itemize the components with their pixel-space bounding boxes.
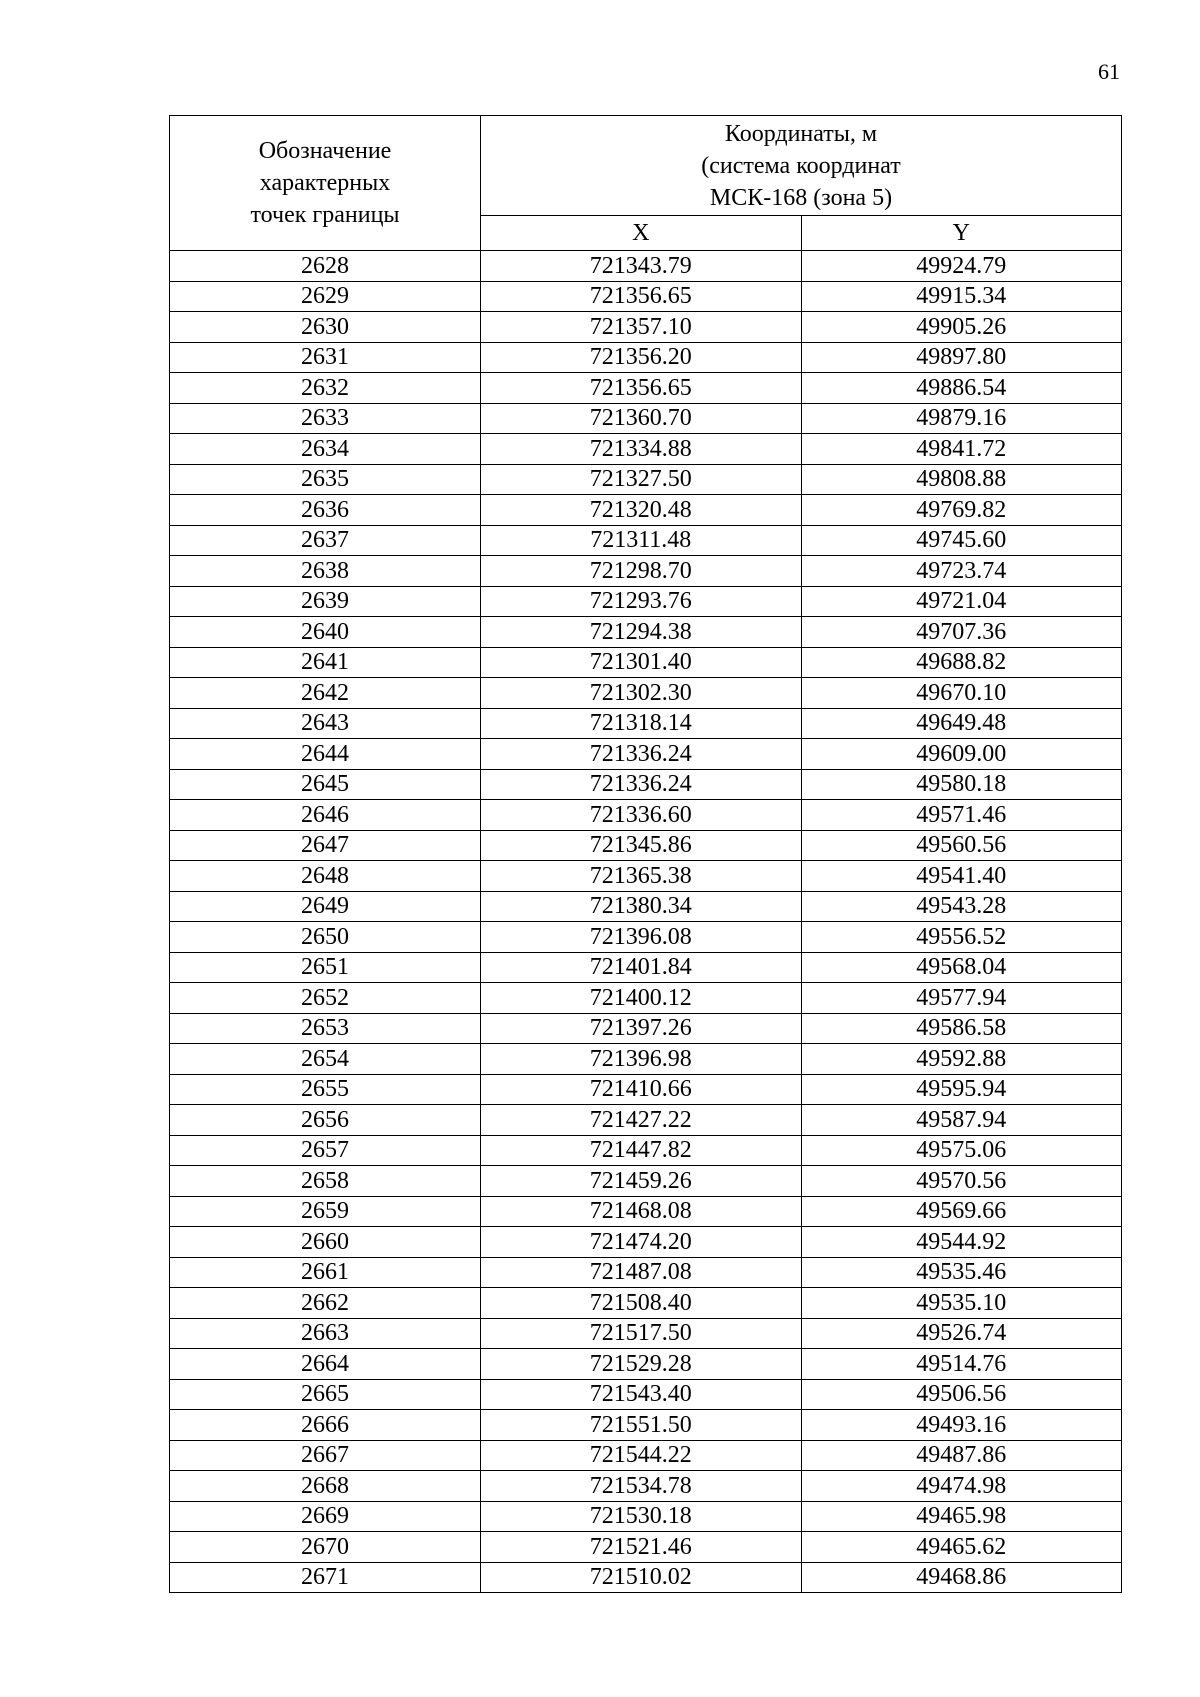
y-coordinate-cell: 49723.74 [801,556,1122,587]
x-coordinate-cell: 721510.02 [481,1562,802,1593]
y-coordinate-cell: 49560.56 [801,830,1122,861]
table-row [170,1562,1122,1593]
point-id-cell: 2666 [170,1410,481,1441]
y-coordinate-cell: 49541.40 [801,861,1122,892]
y-coordinate-cell: 49587.94 [801,1105,1122,1136]
y-coordinate-cell: 49897.80 [801,342,1122,373]
x-coordinate-cell: 721401.84 [481,952,802,983]
x-coordinate-cell: 721397.26 [481,1013,802,1044]
table-row [170,1349,1122,1380]
x-coordinate-cell: 721410.66 [481,1074,802,1105]
y-coordinate-cell: 49586.58 [801,1013,1122,1044]
point-id-cell: 2648 [170,861,481,892]
table-row [170,617,1122,648]
x-coordinate-cell: 721396.08 [481,922,802,953]
point-id-cell: 2635 [170,464,481,495]
y-coordinate-cell: 49905.26 [801,312,1122,343]
y-coordinate-cell: 49879.16 [801,403,1122,434]
y-coordinate-cell: 49568.04 [801,952,1122,983]
y-coordinate-cell: 49670.10 [801,678,1122,709]
y-coordinate-cell: 49570.56 [801,1166,1122,1197]
x-coordinate-cell: 721530.18 [481,1501,802,1532]
table-row [170,922,1122,953]
point-id-cell: 2659 [170,1196,481,1227]
point-id-cell: 2633 [170,403,481,434]
table-row [170,1501,1122,1532]
x-coordinate-cell: 721334.88 [481,434,802,465]
point-id-cell: 2665 [170,1379,481,1410]
point-id-cell: 2647 [170,830,481,861]
x-coordinate-cell: 721311.48 [481,525,802,556]
y-coordinate-cell: 49535.46 [801,1257,1122,1288]
table-row [170,403,1122,434]
table-row [170,739,1122,770]
x-coordinate-cell: 721327.50 [481,464,802,495]
y-coordinate-cell: 49577.94 [801,983,1122,1014]
x-coordinate-cell: 721543.40 [481,1379,802,1410]
table-row [170,708,1122,739]
y-coordinate-cell: 49808.88 [801,464,1122,495]
point-id-cell: 2650 [170,922,481,953]
point-id-cell: 2651 [170,952,481,983]
table-row [170,1440,1122,1471]
x-coordinate-cell: 721345.86 [481,830,802,861]
point-id-cell: 2641 [170,647,481,678]
point-id-cell: 2670 [170,1532,481,1563]
x-coordinate-cell: 721529.28 [481,1349,802,1380]
point-id-cell: 2649 [170,891,481,922]
point-id-cell: 2655 [170,1074,481,1105]
point-id-cell: 2632 [170,373,481,404]
table-row [170,1105,1122,1136]
table-row [170,983,1122,1014]
x-coordinate-cell: 721302.30 [481,678,802,709]
point-id-cell: 2644 [170,739,481,770]
y-coordinate-cell: 49465.98 [801,1501,1122,1532]
table-row [170,678,1122,709]
y-coordinate-cell: 49609.00 [801,739,1122,770]
table-row [170,1471,1122,1502]
y-coordinate-cell: 49592.88 [801,1044,1122,1075]
table-row [170,373,1122,404]
y-coordinate-cell: 49745.60 [801,525,1122,556]
point-id-cell: 2657 [170,1135,481,1166]
point-id-cell: 2646 [170,800,481,831]
y-coordinate-cell: 49543.28 [801,891,1122,922]
table-row [170,830,1122,861]
table-row [170,251,1122,282]
y-coordinate-cell: 49514.76 [801,1349,1122,1380]
table-row [170,1013,1122,1044]
x-coordinate-cell: 721298.70 [481,556,802,587]
x-coordinate-cell: 721427.22 [481,1105,802,1136]
y-coordinate-cell: 49535.10 [801,1288,1122,1319]
point-id-cell: 2642 [170,678,481,709]
point-id-cell: 2634 [170,434,481,465]
x-coordinate-cell: 721468.08 [481,1196,802,1227]
table-row [170,586,1122,617]
point-id-cell: 2664 [170,1349,481,1380]
x-coordinate-cell: 721551.50 [481,1410,802,1441]
y-coordinate-cell: 49556.52 [801,922,1122,953]
table-row [170,1532,1122,1563]
y-coordinate-cell: 49580.18 [801,769,1122,800]
table-row [170,1257,1122,1288]
point-id-cell: 2667 [170,1440,481,1471]
table-row [170,647,1122,678]
point-id-cell: 2638 [170,556,481,587]
table-row [170,281,1122,312]
y-coordinate-cell: 49575.06 [801,1135,1122,1166]
point-id-cell: 2668 [170,1471,481,1502]
x-coordinate-cell: 721318.14 [481,708,802,739]
x-coordinate-cell: 721474.20 [481,1227,802,1258]
table-row [170,434,1122,465]
point-id-cell: 2663 [170,1318,481,1349]
y-coordinate-cell: 49487.86 [801,1440,1122,1471]
point-id-cell: 2653 [170,1013,481,1044]
x-coordinate-cell: 721293.76 [481,586,802,617]
y-coordinate-cell: 49569.66 [801,1196,1122,1227]
y-coordinate-cell: 49571.46 [801,800,1122,831]
point-id-cell: 2631 [170,342,481,373]
table-row [170,1196,1122,1227]
point-id-cell: 2658 [170,1166,481,1197]
table-row [170,525,1122,556]
table-row [170,495,1122,526]
y-coordinate-cell: 49493.16 [801,1410,1122,1441]
y-coordinate-cell: 49886.54 [801,373,1122,404]
point-id-cell: 2654 [170,1044,481,1075]
table-row [170,769,1122,800]
coordinates-header: Координаты, м (система координат МСК-168 (зона 5) [481,116,1122,216]
point-id-cell: 2637 [170,525,481,556]
x-coordinate-cell: 721534.78 [481,1471,802,1502]
x-coordinate-cell: 721356.65 [481,373,802,404]
x-coordinate-cell: 721508.40 [481,1288,802,1319]
point-id-cell: 2643 [170,708,481,739]
x-coordinate-cell: 721360.70 [481,403,802,434]
x-coordinate-cell: 721459.26 [481,1166,802,1197]
x-coordinate-cell: 721380.34 [481,891,802,922]
point-id-cell: 2660 [170,1227,481,1258]
table-row [170,342,1122,373]
table-row [170,952,1122,983]
x-coordinate-cell: 721544.22 [481,1440,802,1471]
table-row [170,1227,1122,1258]
table-row [170,861,1122,892]
table-row [170,1074,1122,1105]
table-row [170,1044,1122,1075]
x-coordinate-cell: 721336.24 [481,769,802,800]
table-row [170,312,1122,343]
x-coordinate-cell: 721365.38 [481,861,802,892]
page-number: 61 [1098,59,1120,84]
table-row [170,1288,1122,1319]
y-coordinate-cell: 49544.92 [801,1227,1122,1258]
y-coordinate-cell: 49506.56 [801,1379,1122,1410]
point-id-cell: 2630 [170,312,481,343]
y-coordinate-cell: 49915.34 [801,281,1122,312]
x-coordinate-cell: 721320.48 [481,495,802,526]
x-coordinate-cell: 721356.65 [481,281,802,312]
designation-header: Обозначение характерных точек границы [170,116,481,251]
x-coordinate-cell: 721487.08 [481,1257,802,1288]
x-coordinate-cell: 721396.98 [481,1044,802,1075]
y-coordinate-cell: 49526.74 [801,1318,1122,1349]
point-id-cell: 2628 [170,251,481,282]
point-id-cell: 2639 [170,586,481,617]
point-id-cell: 2636 [170,495,481,526]
y-coordinate-cell: 49924.79 [801,251,1122,282]
y-coordinate-cell: 49769.82 [801,495,1122,526]
x-coordinate-cell: 721336.60 [481,800,802,831]
point-id-cell: 2661 [170,1257,481,1288]
y-coordinate-cell: 49688.82 [801,647,1122,678]
point-id-cell: 2671 [170,1562,481,1593]
table-row [170,1318,1122,1349]
y-coordinate-cell: 49468.86 [801,1562,1122,1593]
table-row [170,800,1122,831]
table-row [170,1410,1122,1441]
y-coordinate-cell: 49841.72 [801,434,1122,465]
coordinates-table [169,115,1122,1593]
x-coordinate-cell: 721343.79 [481,251,802,282]
x-coordinate-cell: 721294.38 [481,617,802,648]
table-row [170,1379,1122,1410]
point-id-cell: 2640 [170,617,481,648]
table-row [170,1135,1122,1166]
table-header [170,116,1122,251]
y-coordinate-cell: 49721.04 [801,586,1122,617]
y-coordinate-cell: 49595.94 [801,1074,1122,1105]
point-id-cell: 2669 [170,1501,481,1532]
table-row [170,556,1122,587]
x-coordinate-cell: 721356.20 [481,342,802,373]
y-coordinate-cell: 49707.36 [801,617,1122,648]
table-row [170,464,1122,495]
y-coordinate-cell: 49474.98 [801,1471,1122,1502]
x-coordinate-cell: 721521.46 [481,1532,802,1563]
y-coordinate-cell: 49465.62 [801,1532,1122,1563]
point-id-cell: 2656 [170,1105,481,1136]
point-id-cell: 2652 [170,983,481,1014]
y-coordinate-cell: 49649.48 [801,708,1122,739]
table-row [170,1166,1122,1197]
x-coordinate-cell: 721447.82 [481,1135,802,1166]
x-coordinate-cell: 721517.50 [481,1318,802,1349]
x-coordinate-cell: 721357.10 [481,312,802,343]
x-coordinate-cell: 721400.12 [481,983,802,1014]
table-body [170,251,1122,1593]
point-id-cell: 2629 [170,281,481,312]
point-id-cell: 2662 [170,1288,481,1319]
x-coordinate-cell: 721301.40 [481,647,802,678]
y-column-header: Y [801,216,1122,251]
x-coordinate-cell: 721336.24 [481,739,802,770]
point-id-cell: 2645 [170,769,481,800]
table-row [170,891,1122,922]
x-column-header: X [481,216,802,251]
